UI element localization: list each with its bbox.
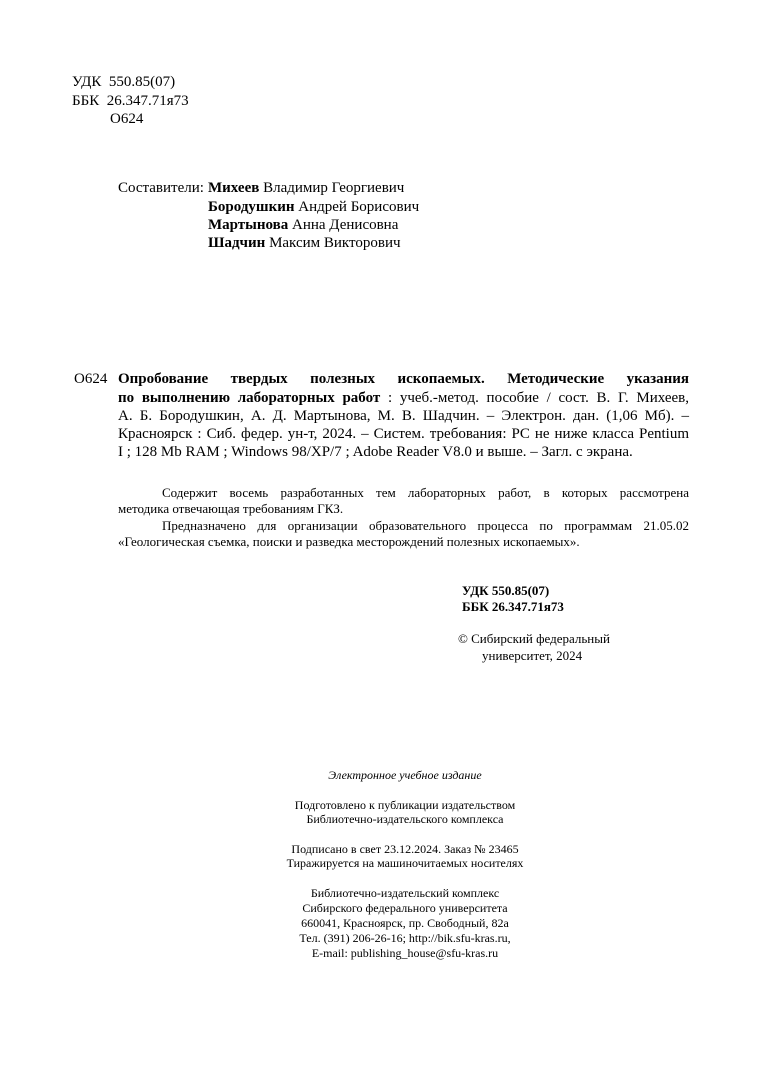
record-line-2-rest: : учеб.-метод. пособие / сост. В. Г. Михеев,	[380, 390, 689, 406]
compiler-2-name: Андрей Борисович	[298, 199, 420, 215]
copies-line: Тиражируется на машиночитаемых носителях	[286, 856, 524, 870]
compiler-1	[208, 179, 404, 198]
bbk-label: ББК	[72, 93, 100, 109]
bbk-top-line	[72, 92, 189, 111]
publisher-line-1: Библиотечно-издательский комплекс	[310, 886, 500, 900]
record-title: Опробование твердых полезных ископаемых. Методические указания	[118, 371, 689, 387]
compiler-3-name: Анна Денисовна	[292, 217, 399, 233]
publisher-email: E-mail: publishing_house@sfu-kras.ru	[311, 946, 499, 960]
record-title-cont: по выполнению лабораторных работ	[118, 390, 381, 406]
compiler-4-name: Максим Викторович	[269, 235, 401, 251]
record-line-4: Красноярск : Сиб. федер. ун-т, 2024. – Систем. требования: PC не ниже класса Pentium	[118, 426, 689, 442]
compiler-3	[208, 216, 398, 235]
signed-line: Подписано в свет 23.12.2024. Заказ № 23465	[291, 842, 519, 856]
compiler-1-name: Владимир Георгиевич	[263, 180, 405, 196]
compiler-4-surname: Шадчин	[208, 235, 266, 251]
publisher-line-2: Сибирского федерального университета	[302, 901, 508, 915]
annotation-p1-line-2: методика отвечающая требованиям ГКЗ.	[118, 501, 344, 516]
publisher-address: 660041, Красноярск, пр. Свободный, 82а	[301, 916, 509, 930]
annotation-p2-line-1: Предназначено для организации образовательного процесса по программам 21.05.02	[162, 518, 689, 533]
bbk-bottom: ББК 26.347.71я73	[462, 599, 564, 614]
prepared-line-2: Библиотечно-издательского комплекса	[306, 812, 504, 826]
compilers-label: Составители:	[118, 180, 204, 196]
compiler-2	[208, 198, 419, 217]
compiler-3-surname: Мартынова	[208, 217, 289, 233]
compiler-1-surname: Михеев	[208, 180, 260, 196]
annotation-p2-line-2: «Геологическая съемка, поиски и разведка месторождений полезных ископаемых».	[118, 534, 580, 549]
copyright-line-2: университет, 2024	[482, 648, 583, 663]
udk-label: УДК	[72, 74, 102, 90]
compiler-2-surname: Бородушкин	[208, 199, 295, 215]
record-code: О624	[74, 371, 108, 387]
bbk-value: 26.347.71я73	[106, 93, 189, 109]
edition-type: Электронное учебное издание	[328, 768, 482, 782]
udk-bottom: УДК 550.85(07)	[462, 583, 550, 598]
author-code: О624	[110, 111, 144, 127]
compiler-4	[208, 234, 401, 253]
annotation-p1-line-1: Содержит восемь разработанных тем лабораторных работ, в которых рассмотрена	[162, 485, 689, 500]
record-line-3: А. Б. Бородушкин, А. Д. Мартынова, М. В. Шадчин. – Электрон. дан. (1,06 Мб). –	[118, 408, 689, 424]
record-line-5: I ; 128 Mb RAM ; Windows 98/XP/7 ; Adobe Reader V8.0 и выше. – Загл. с экрана.	[118, 444, 633, 460]
udk-top-line	[72, 73, 175, 92]
udk-value: 550.85(07)	[108, 74, 176, 90]
prepared-line-1: Подготовлено к публикации издательством	[294, 798, 516, 812]
copyright-line-1: © Сибирский федеральный	[458, 631, 610, 646]
record-line-2	[118, 389, 689, 408]
record-title-line-1	[118, 370, 689, 389]
publisher-phone: Тел. (391) 206-26-16; http://bik.sfu-kras.ru,	[299, 931, 511, 945]
